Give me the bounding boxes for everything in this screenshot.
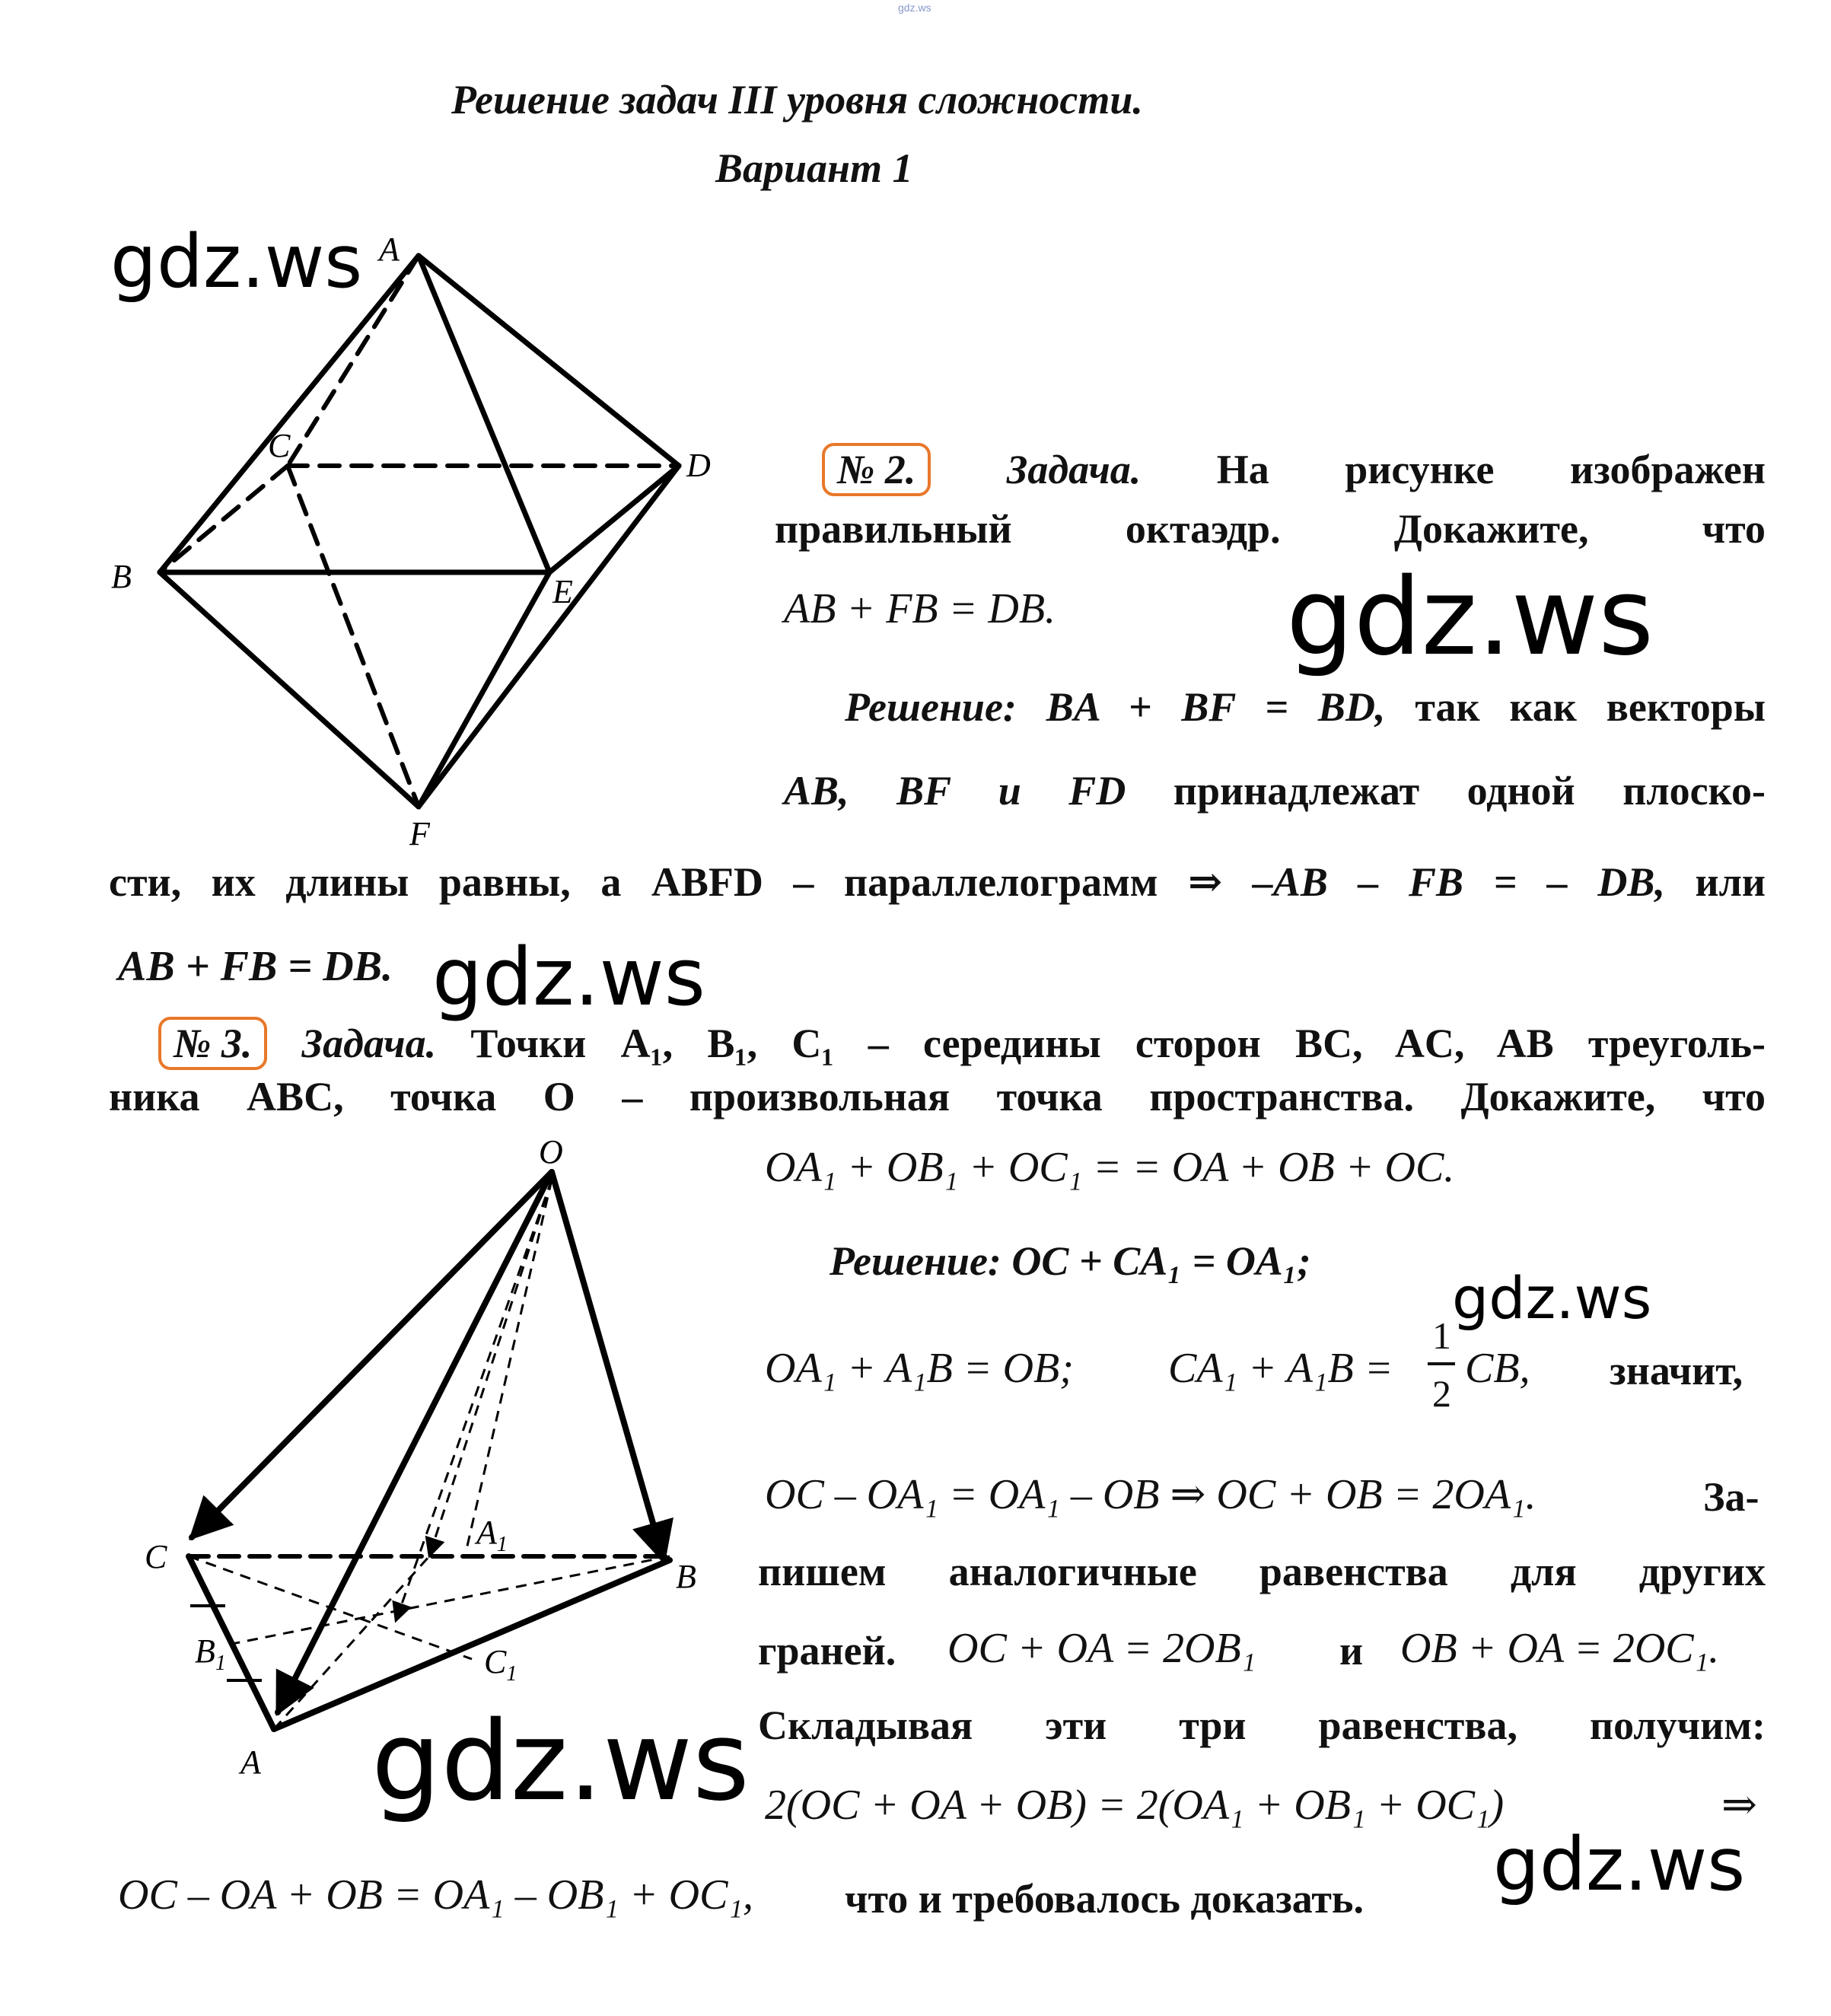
task2-solution-line3-end: или <box>1695 859 1766 905</box>
task3-number: № 3. <box>158 1017 267 1070</box>
task3-solution-eq4: OC – OA₁ = OA₁ – OB ⇒ OC + OB = 2OA₁. <box>765 1471 1536 1518</box>
task2-solution-line3-eq: ⇒ –AB – FB = – DB, <box>1188 859 1665 905</box>
task2-solution-line2-rest: принадлежат одной плоско- <box>1173 768 1766 814</box>
task2-solution-label: Решение: <box>845 684 1017 730</box>
median-b-b1 <box>232 1556 670 1644</box>
watermark: gdz.ws <box>1452 1264 1652 1332</box>
edge-bf <box>160 572 419 807</box>
task3-solution-eq2: OA₁ + A₁B = OB; <box>765 1345 1074 1392</box>
task2-number: № 2. <box>822 443 931 496</box>
label-b1: $B_1$ <box>195 1632 226 1675</box>
label-a: A <box>240 1744 261 1781</box>
task3-solution-frac-bar <box>1428 1362 1455 1365</box>
task3-solution-eq3-right: CB, <box>1465 1345 1530 1392</box>
label-e: E <box>552 573 573 610</box>
task3-claim: OA₁ + OB₁ + OC₁ = = OA + OB + OC. <box>765 1144 1455 1191</box>
task2-solution-line3-text: сти, их длины равны, а ABFD – параллелограмм <box>109 859 1158 905</box>
watermark: gdz.ws <box>371 1697 750 1825</box>
task2-label: Задача. <box>1006 447 1142 492</box>
task3-line1 <box>158 1017 1766 1070</box>
task3-solution-text7: Складывая эти три равенства, получим: <box>758 1702 1766 1748</box>
watermark: gdz.ws <box>1493 1822 1746 1907</box>
label-o: O <box>539 1133 563 1170</box>
vector-ox <box>466 1180 552 1553</box>
task3-solution-text9: что и требовалось доказать. <box>845 1876 1364 1922</box>
task3-line1-rest: Точки A₁, B₁, C₁ – середины сторон BC, AC, AB треуголь- <box>470 1021 1766 1066</box>
task2-claim: AB + FB = DB. <box>784 585 1056 632</box>
task3-solution-eq6a: OC + OA = 2OB₁ <box>947 1625 1256 1672</box>
edge-cf-hidden <box>288 466 419 807</box>
task3-solution-line1 <box>830 1240 1311 1282</box>
task3-solution-eq6b: OB + OA = 2OC₁. <box>1400 1625 1720 1672</box>
label-d: D <box>686 447 711 484</box>
task2-solution-line1-rest: так как векторы <box>1415 684 1766 730</box>
task3-label: Задача. <box>301 1021 437 1066</box>
label-a1: $A_1$ <box>476 1514 508 1556</box>
label-b: B <box>676 1558 696 1595</box>
task3-solution-eq3-end: значит, <box>1610 1348 1743 1393</box>
task2-solution-line4: AB + FB = DB. <box>118 943 393 990</box>
watermark: gdz.ws <box>110 219 363 304</box>
task3-solution-label: Решение: <box>830 1238 1001 1284</box>
label-b: B <box>111 558 132 595</box>
edge-df <box>419 466 679 807</box>
watermark: gdz.ws <box>432 931 705 1024</box>
task3-solution-eq1: OC + CA₁ = OA₁; <box>1011 1238 1311 1284</box>
label-c1: $C_1$ <box>484 1643 517 1686</box>
task3-solution-text6-start: граней. <box>758 1628 896 1674</box>
task3-solution-text6-and: и <box>1339 1628 1364 1674</box>
vector-oc <box>192 1172 552 1537</box>
tetrahedron-figure <box>137 1126 715 1781</box>
task3-solution-eq4-end: За- <box>1703 1474 1759 1520</box>
page-title: Решение задач III уровня сложности. <box>451 77 1143 123</box>
task3-solution-eq9: OC – OA + OB = OA₁ – OB₁ + OC₁, <box>118 1871 753 1919</box>
task2-line1-rest: На рисунке изображен <box>1216 447 1766 492</box>
task3-solution-eq3-left: CA₁ + A₁B = <box>1168 1345 1393 1392</box>
label-c: C <box>145 1538 167 1575</box>
task3-solution-frac-num: 1 <box>1432 1314 1451 1357</box>
median-a-a1 <box>274 1556 429 1729</box>
site-label: gdz.ws <box>898 2 931 14</box>
edge-ab <box>274 1560 670 1729</box>
task3-solution-text5: пишем аналогичные равенства для других <box>758 1549 1766 1594</box>
label-c: C <box>268 427 291 464</box>
edge-ae <box>419 256 549 572</box>
task2-solution-line3 <box>109 861 1766 903</box>
task2-line1 <box>822 443 1766 496</box>
task2-line2: правильный октаэдр. Докажите, что <box>775 506 1766 552</box>
edge-ef <box>419 572 549 807</box>
task3-solution-eq8-arrow: ⇒ <box>1721 1782 1757 1829</box>
task2-solution-line2 <box>784 768 1766 814</box>
vector-ob <box>552 1172 664 1560</box>
task3-line2: ника ABC, точка O – произвольная точка пространства. Докажите, что <box>109 1074 1766 1119</box>
task3-solution-eq3 <box>1168 1347 1393 1390</box>
variant-title: Вариант 1 <box>715 145 913 191</box>
task3-solution-frac-den: 2 <box>1432 1372 1451 1415</box>
edge-ed <box>549 466 679 572</box>
watermark: gdz.ws <box>1286 556 1654 680</box>
label-a: A <box>379 231 400 268</box>
task3-solution-eq8: 2(OC + OA + OB) = 2(OA₁ + OB₁ + OC₁) <box>765 1782 1505 1829</box>
task2-solution-vecs: AB, BF и FD <box>784 768 1126 814</box>
task2-solution-line1 <box>845 686 1766 728</box>
edge-cb-hidden <box>160 466 288 572</box>
octahedron-figure <box>99 228 738 852</box>
label-f: F <box>409 815 430 852</box>
edge-ad <box>419 256 679 466</box>
task2-solution-eq: BA + BF = BD, <box>1046 684 1386 730</box>
